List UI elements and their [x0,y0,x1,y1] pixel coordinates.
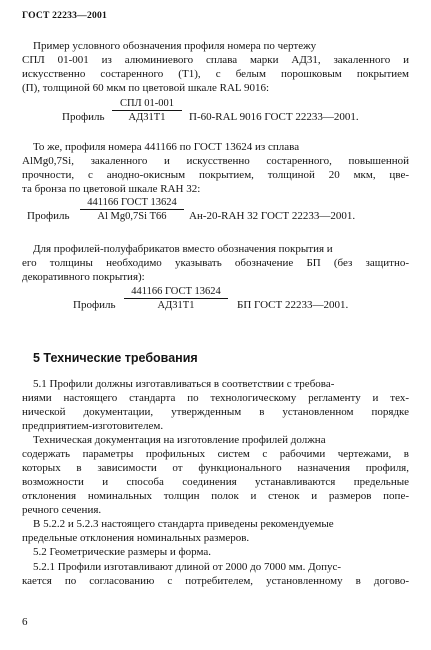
example3-line-2: его толщины необходимо указывать обозначение БП (без защитно- [22,257,409,269]
formula-1-fraction [112,98,182,123]
formula-3-label: Профиль [73,299,116,311]
example1-line-1: Пример условного обозначения профиля номера по чертежу [33,40,317,52]
pref-line-1: В 5.2.2 и 5.2.3 настоящего стандарта приведены рекомендуемые [33,518,334,530]
p51-line-3: нической документации, утвержденным в установленном порядке [22,406,409,418]
example3-line-1: Для профилей-полуфабрикатов вместо обозначения покрытия и [33,243,333,255]
ptech-line-3: которых в зависимости от функционального назначения профиля, [22,462,409,474]
example1-line-4: (П), толщиной 60 мкм по цветовой шкале RAL 9016: [22,82,270,94]
ptech-line-5: отклонения номинальных толщин полок и стенок и размеров попе- [22,490,409,502]
page-number: 6 [22,616,28,628]
p51-line-1: 5.1 Профили должны изготавливаться в соответствии с требова- [33,378,335,390]
formula-3-fraction [124,286,228,311]
ptech-line-1: Техническая документация на изготовление профилей должна [33,434,326,446]
section-title: 5 Технические требования [33,351,198,365]
p521-line-1: 5.2.1 Профили изготавливают длиной от 2000 до 7000 мм. Допус- [33,561,342,573]
formula-1-denominator: АД31Т1 [128,112,166,123]
formula-2-numerator: 441166 ГОСТ 13624 [80,197,184,210]
formula-1-numerator: СПЛ 01-001 [112,98,182,111]
formula-3-numerator: 441166 ГОСТ 13624 [124,286,228,299]
pref-line-2: предельные отклонения номинальных размеров. [22,532,250,544]
example2-line-3: прочности, с анодно-окисным покрытием, толщиной 20 мкм, цве- [22,169,409,181]
formula-2-denominator: Al Mg0,7Si Т66 [97,211,167,222]
example2-line-4: та бронза по цветовой шкале RAH 32: [22,183,201,195]
p51-line-2: ниями настоящего стандарта по технологическому регламенту и тех- [22,392,409,404]
example2-line-1: То же, профиля номера 441166 по ГОСТ 13624 из сплава [33,141,300,153]
p521-line-2: кается по согласованию с потребителем, установленному в догово- [22,575,409,587]
p52-line: 5.2 Геометрические размеры и форма. [33,546,211,558]
ptech-line-4: возможности и способа соединения устанавливаются предельные [22,476,409,488]
formula-3-denominator: АД31Т1 [157,300,195,311]
document-header: ГОСТ 22233—2001 [22,10,107,21]
formula-1-suffix: П-60-RAL 9016 ГОСТ 22233—2001. [189,111,359,123]
example3-line-3: декоративного покрытия): [22,271,145,283]
ptech-line-6: речного сечения. [22,504,102,516]
example2-line-2: AlMg0,7Si, закаленного и искусственно состаренного, повышенной [22,155,409,167]
p51-line-4: предприятием-изготовителем. [22,420,164,432]
formula-1-label: Профиль [62,111,105,123]
formula-2-suffix: Ан-20-RAH 32 ГОСТ 22233—2001. [189,210,356,222]
formula-3-suffix: БП ГОСТ 22233—2001. [237,299,349,311]
ptech-line-2: содержать параметры профильных систем с рабочими чертежами, в [22,448,409,460]
formula-2-label: Профиль [27,210,70,222]
example1-line-2: СПЛ 01-001 из алюминиевого сплава марки АД31, закаленного и [22,54,409,66]
formula-2-fraction [80,197,184,222]
example1-line-3: искусственно состаренного (Т1), с белым порошковым покрытием [22,68,409,80]
